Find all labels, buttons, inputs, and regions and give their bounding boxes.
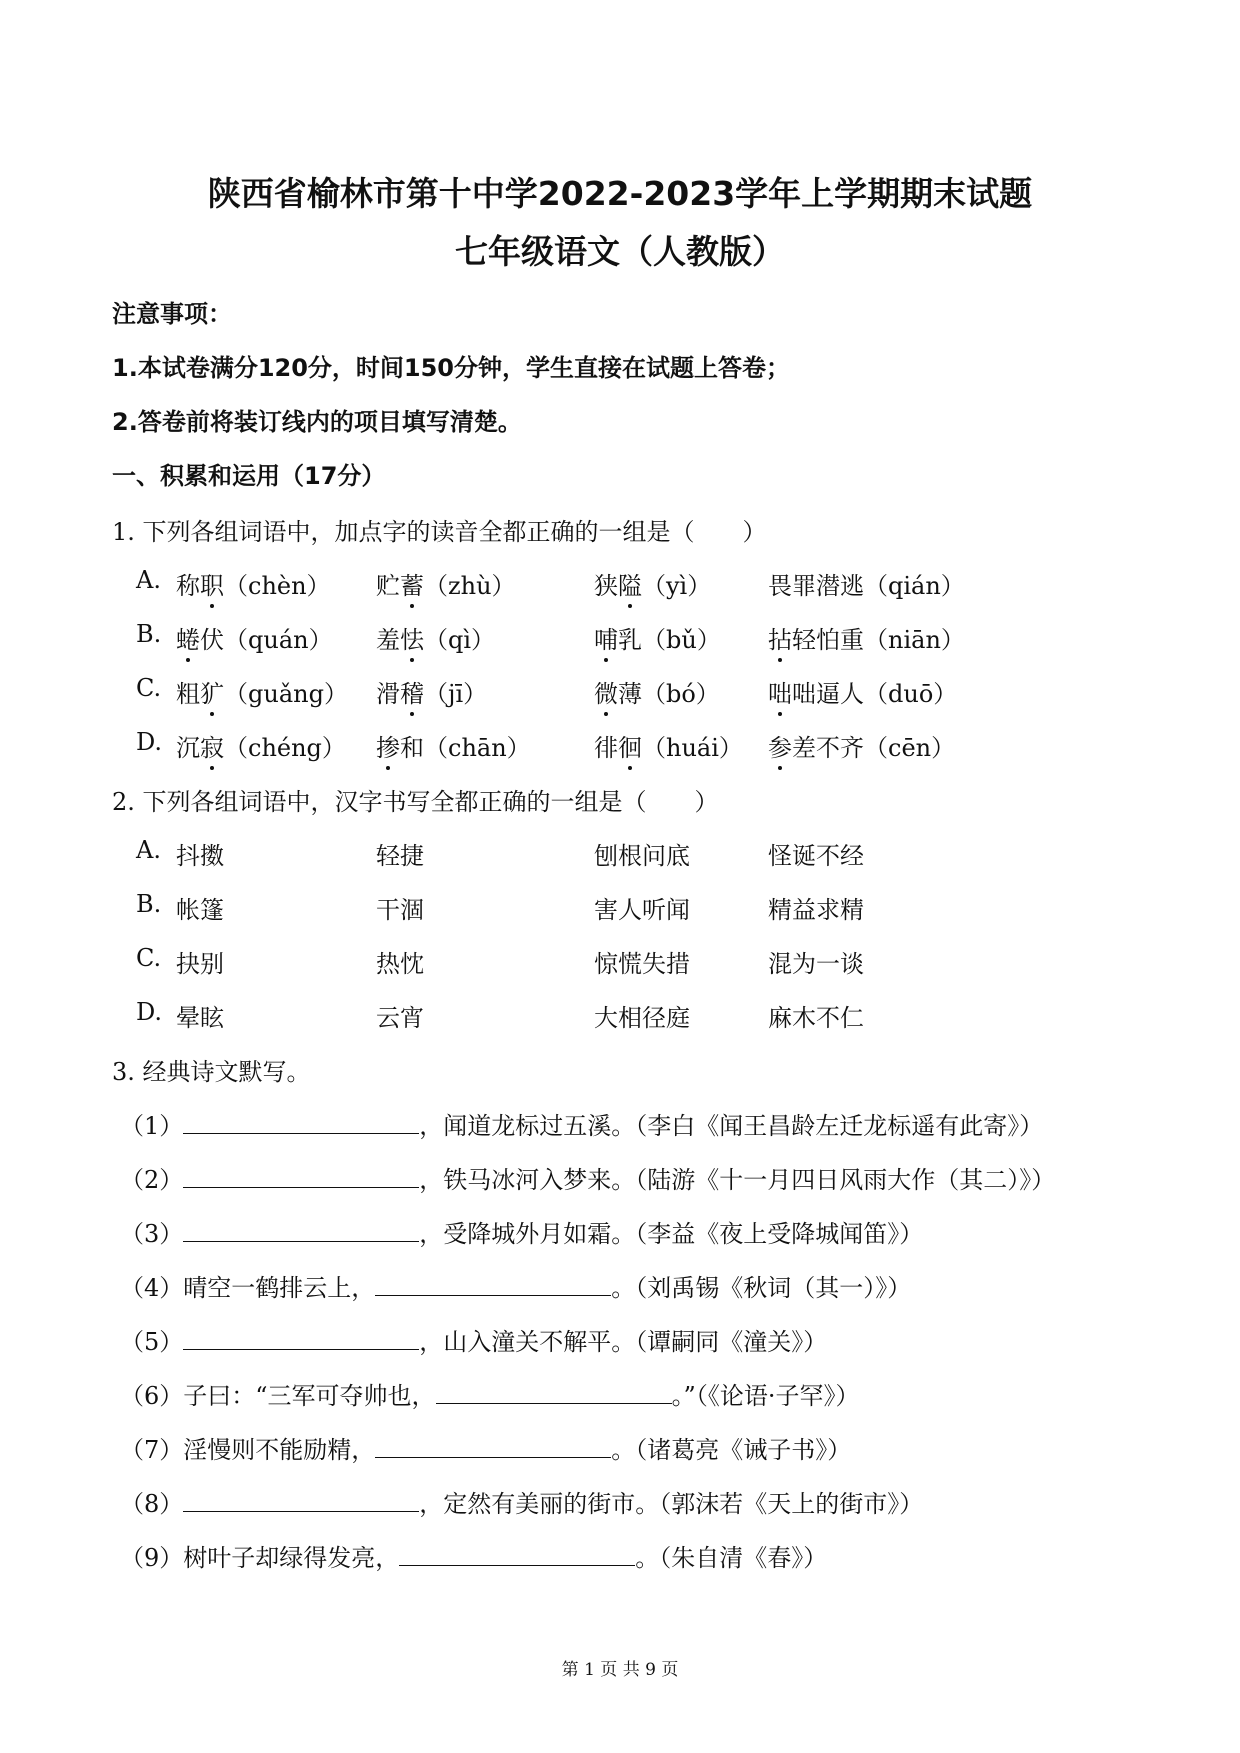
emphasis-dot-char: 职 <box>200 566 224 601</box>
option-word: 哺乳（bǔ） <box>594 620 721 655</box>
option-word: 精益求精 <box>768 896 864 924</box>
option-word: 麻木不仁 <box>768 1004 864 1032</box>
option-label: A. <box>136 836 161 864</box>
option-word: 热忱 <box>376 950 424 978</box>
option-word: 抖擞 <box>176 842 224 870</box>
option-word: 滑稽（jī） <box>376 674 487 709</box>
option-word: 掺和（chān） <box>376 728 531 763</box>
section-heading: 一、积累和运用（17分） <box>112 462 386 490</box>
option-word: 称职（chèn） <box>176 566 331 601</box>
option-word: 惊慌失措 <box>594 950 690 978</box>
recitation-item-6: （6）子曰：“三军可夺帅也， 。”（《论语·子罕》） <box>120 1382 860 1410</box>
recitation-item-4: （4）晴空一鹤排云上， 。（刘禹锡《秋词（其一）》） <box>120 1274 912 1302</box>
option-word: 畏罪潜逃（qián） <box>768 572 965 600</box>
answer-blank[interactable] <box>183 1489 419 1512</box>
emphasis-dot-char: 稽 <box>400 674 424 709</box>
emphasis-dot-char: 参 <box>768 728 792 763</box>
answer-blank[interactable] <box>375 1435 611 1458</box>
page-title: 陕西省榆林市第十中学2022-2023学年上学期期末试题 <box>207 174 1033 213</box>
option-word: 害人听闻 <box>594 896 690 924</box>
recitation-item-7: （7）淫慢则不能励精， 。（诸葛亮《诫子书》） <box>120 1436 852 1464</box>
emphasis-dot-char: 掺 <box>376 728 400 763</box>
option-label: C. <box>136 944 162 972</box>
answer-blank[interactable] <box>436 1381 672 1404</box>
option-label: A. <box>136 566 161 594</box>
option-label: C. <box>136 674 162 702</box>
notes-heading: 注意事项： <box>112 300 232 328</box>
option-word: 抉别 <box>176 950 224 978</box>
option-word: 蜷伏（quán） <box>176 620 333 655</box>
option-label: D. <box>136 728 163 756</box>
emphasis-dot-char: 徊 <box>618 728 642 763</box>
emphasis-dot-char: 哺 <box>594 620 618 655</box>
page-number: 第 1 页 共 9 页 <box>561 1660 679 1680</box>
option-word: 微薄（bó） <box>594 674 720 709</box>
emphasis-dot-char: 寂 <box>200 728 224 763</box>
emphasis-dot-char: 拈 <box>768 620 792 655</box>
recitation-item-2: （2） ，铁马冰河入梦来。（陆游《十一月四日风雨大作（其二）》） <box>120 1166 1056 1194</box>
option-word: 帐篷 <box>176 896 224 924</box>
answer-blank[interactable] <box>375 1273 611 1296</box>
answer-blank[interactable] <box>399 1543 635 1566</box>
option-word: 徘徊（huái） <box>594 728 743 763</box>
recitation-item-5: （5） ，山入潼关不解平。（谭嗣同《潼关》） <box>120 1328 828 1356</box>
recitation-item-1: （1） ，闻道龙标过五溪。（李白《闻王昌龄左迁龙标遥有此寄》） <box>120 1112 1044 1140</box>
notes-item-1: 1.本试卷满分120分，时间150分钟，学生直接在试题上答卷； <box>112 354 791 382</box>
option-word: 参差不齐（cēn） <box>768 728 955 763</box>
page-subtitle: 七年级语文（人教版） <box>455 232 785 271</box>
option-word: 沉寂（chéng） <box>176 728 346 763</box>
recitation-item-3: （3） ，受降城外月如霜。（李益《夜上受降城闻笛》） <box>120 1220 924 1248</box>
notes-item-2: 2.答卷前将装订线内的项目填写清楚。 <box>112 408 522 436</box>
answer-blank[interactable] <box>183 1327 419 1350</box>
option-word: 拈轻怕重（niān） <box>768 620 965 655</box>
option-word: 刨根问底 <box>594 842 690 870</box>
option-word: 粗犷（guǎng） <box>176 674 348 709</box>
option-label: B. <box>136 620 162 648</box>
option-word: 贮蓄（zhù） <box>376 566 516 601</box>
question-3-stem: 3. 经典诗文默写。 <box>112 1058 311 1086</box>
answer-blank[interactable] <box>183 1111 419 1134</box>
emphasis-dot-char: 微 <box>594 674 618 709</box>
emphasis-dot-char: 隘 <box>618 566 642 601</box>
question-2-stem: 2. 下列各组词语中，汉字书写全都正确的一组是（ ） <box>112 788 719 816</box>
emphasis-dot-char: 蜷 <box>176 620 200 655</box>
option-label: D. <box>136 998 163 1026</box>
option-word: 大相径庭 <box>594 1004 690 1032</box>
answer-blank[interactable] <box>183 1165 419 1188</box>
option-word: 轻捷 <box>376 842 424 870</box>
option-word: 咄咄逼人（duō） <box>768 674 957 709</box>
recitation-item-9: （9）树叶子却绿得发亮， 。（朱自清《春》） <box>120 1544 828 1572</box>
recitation-item-8: （8） ，定然有美丽的街市。（郭沫若《天上的街市》） <box>120 1490 924 1518</box>
emphasis-dot-char: 怯 <box>400 620 424 655</box>
option-word: 怪诞不经 <box>768 842 864 870</box>
option-word: 晕眩 <box>176 1004 224 1032</box>
option-word: 干涸 <box>376 896 424 924</box>
option-word: 狭隘（yì） <box>594 566 711 601</box>
option-label: B. <box>136 890 162 918</box>
emphasis-dot-char: 蓄 <box>400 566 424 601</box>
question-1-stem: 1. 下列各组词语中，加点字的读音全都正确的一组是（ ） <box>112 518 767 546</box>
option-word: 羞怯（qì） <box>376 620 495 655</box>
option-word: 云宵 <box>376 1004 424 1032</box>
emphasis-dot-char: 犷 <box>200 674 224 709</box>
emphasis-dot-char: 咄 <box>768 674 792 709</box>
answer-blank[interactable] <box>183 1219 419 1242</box>
option-word: 混为一谈 <box>768 950 864 978</box>
